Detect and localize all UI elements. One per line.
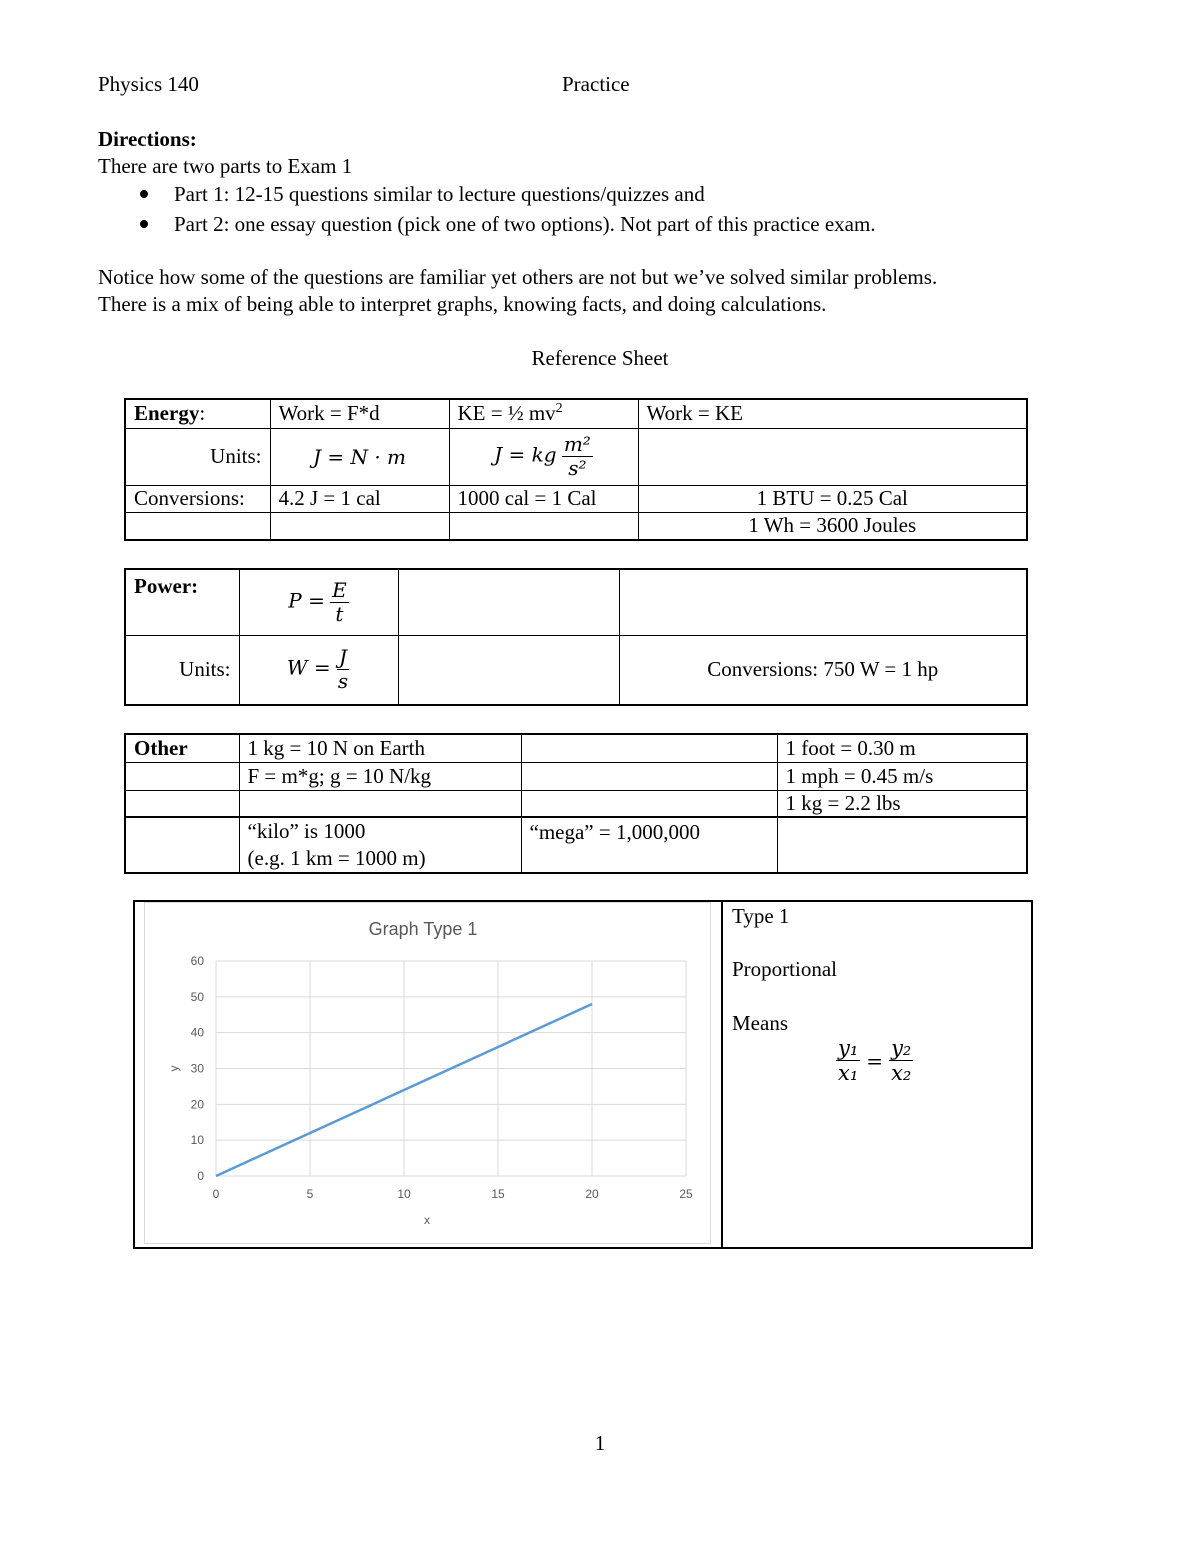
y-tick-label: 40 [190,1025,204,1040]
list-item-text: Part 2: one essay question (pick one of two options). Not part of this practice exam. [174,212,876,236]
fraction-denominator: x₂ [891,1061,912,1086]
ke-formula [449,399,638,428]
notice-line-2: There is a mix of being able to interpret graphs, knowing facts, and doing calculations. [98,292,827,316]
empty-cell [449,512,638,540]
conversion-joule-cal: 4.2 J = 1 cal [270,485,449,512]
ratio-y2-x2 [889,1036,913,1085]
empty-cell [125,762,239,790]
empty-cell [125,512,270,540]
chart-title: Graph Type 1 [368,919,478,939]
x-axis-label: x [424,1213,430,1227]
page-number: 1 [594,1431,606,1455]
other-fact-kilo [239,817,521,873]
other-label-cell [125,734,239,762]
y-tick-label: 50 [190,989,204,1004]
x-tick-label: 25 [679,1187,693,1201]
power-formula-lhs: P = [288,588,325,613]
empty-cell [638,428,1027,485]
bullet-icon [140,220,148,228]
power-formula-fraction [330,579,349,626]
reference-sheet-title: Reference Sheet [531,346,669,370]
proportion-equation [836,1036,913,1085]
x-tick-label: 0 [212,1187,220,1201]
x-tick-label: 15 [491,1187,505,1201]
other-fact-force: F = m*g; g = 10 N/kg [239,762,521,790]
power-label: Power: [134,574,199,598]
y-tick-label: 10 [190,1133,204,1148]
empty-cell [270,512,449,540]
conversion-wh: 1 Wh = 3600 Joules [638,512,1027,540]
energy-label-cell [125,399,270,428]
directions-heading: Directions: [98,127,197,151]
other-fact-lbs: 1 kg = 2.2 lbs [777,790,1027,817]
kilo-line-2: (e.g. 1 km = 1000 m) [247,846,426,870]
list-item [140,182,705,207]
other-fact-mph: 1 mph = 0.45 m/s [777,762,1027,790]
other-label: Other [134,735,188,760]
y-tick-label: 0 [197,1169,204,1183]
power-units-lhs: W = [286,655,331,680]
kilo-line-1: “kilo” is 1000 [247,819,366,843]
units-joule-kg-lhs: J = kg [494,442,557,467]
notice-line-1: Notice how some of the questions are familiar yet others are not but we’ve solved similar problems. [98,265,938,289]
units-joule-kg [449,428,638,485]
empty-cell [398,635,619,705]
other-fact-mega: “mega” = 1,000,000 [521,817,777,873]
y-axis-label: y [167,1065,181,1072]
power-formula [239,569,398,635]
ke-exponent: 2 [555,401,563,417]
empty-cell [125,817,239,873]
empty-cell [777,817,1027,873]
empty-cell [239,790,521,817]
list-item-text: Part 1: 12-15 questions similar to lecture questions/quizzes and [174,182,705,206]
work-formula: Work = F*d [270,399,449,428]
power-table [124,568,1028,706]
units-joule-nm: J = N · m [270,428,449,485]
graph-section-divider [721,900,723,1247]
y-tick-label: 20 [190,1097,204,1112]
power-label-cell [125,569,239,635]
bullet-icon [140,190,148,198]
power-units-label: Units: [125,635,239,705]
empty-cell [521,734,777,762]
empty-cell [125,790,239,817]
empty-cell [398,569,619,635]
energy-label: Energy [134,401,200,426]
fraction-denominator: t [335,601,344,626]
page-title: Practice [562,72,630,96]
fraction-numerator: E [332,577,347,602]
energy-table [124,398,1028,541]
conversion-cal-cal: 1000 cal = 1 Cal [449,485,638,512]
graph-kind-label: Proportional [732,957,837,981]
y-tick-label: 60 [190,954,204,968]
x-tick-label: 20 [585,1187,599,1201]
power-units-fraction [336,646,350,693]
conversion-btu: 1 BTU = 0.25 Cal [638,485,1027,512]
other-fact-foot: 1 foot = 0.30 m [777,734,1027,762]
ke-text: KE = ½ mv [457,401,556,426]
fraction-numerator: y₁ [838,1036,859,1060]
line-chart [145,903,710,1243]
course-name: Physics 140 [98,72,199,96]
fraction-denominator: s [337,669,349,694]
list-item [140,212,876,237]
other-table [124,733,1028,874]
fraction-numerator: m² [563,432,591,456]
chart-frame [144,902,711,1244]
equals-sign: = [866,1048,884,1073]
units-joule-kg-fraction [562,433,593,480]
other-fact-kg-newton: 1 kg = 10 N on Earth [239,734,521,762]
power-units [239,635,398,705]
x-tick-label: 5 [306,1187,314,1201]
fraction-denominator: s² [568,456,587,480]
empty-cell [521,790,777,817]
fraction-numerator: J [338,645,347,670]
ratio-y1-x1 [836,1036,860,1085]
graph-means-label: Means [732,1011,788,1035]
fraction-numerator: y₂ [891,1036,912,1060]
empty-cell [521,762,777,790]
directions-intro: There are two parts to Exam 1 [98,154,353,178]
fraction-denominator: x₁ [838,1061,859,1086]
y-tick-label: 30 [190,1061,204,1076]
x-tick-label: 10 [397,1187,411,1201]
work-ke-formula: Work = KE [638,399,1027,428]
power-conversions: Conversions: 750 W = 1 hp [619,635,1027,705]
energy-units-label: Units: [125,428,270,485]
energy-label-colon: : [199,401,206,426]
graph-type-label: Type 1 [732,904,790,928]
energy-conversions-label: Conversions: [125,485,270,512]
empty-cell [619,569,1027,635]
